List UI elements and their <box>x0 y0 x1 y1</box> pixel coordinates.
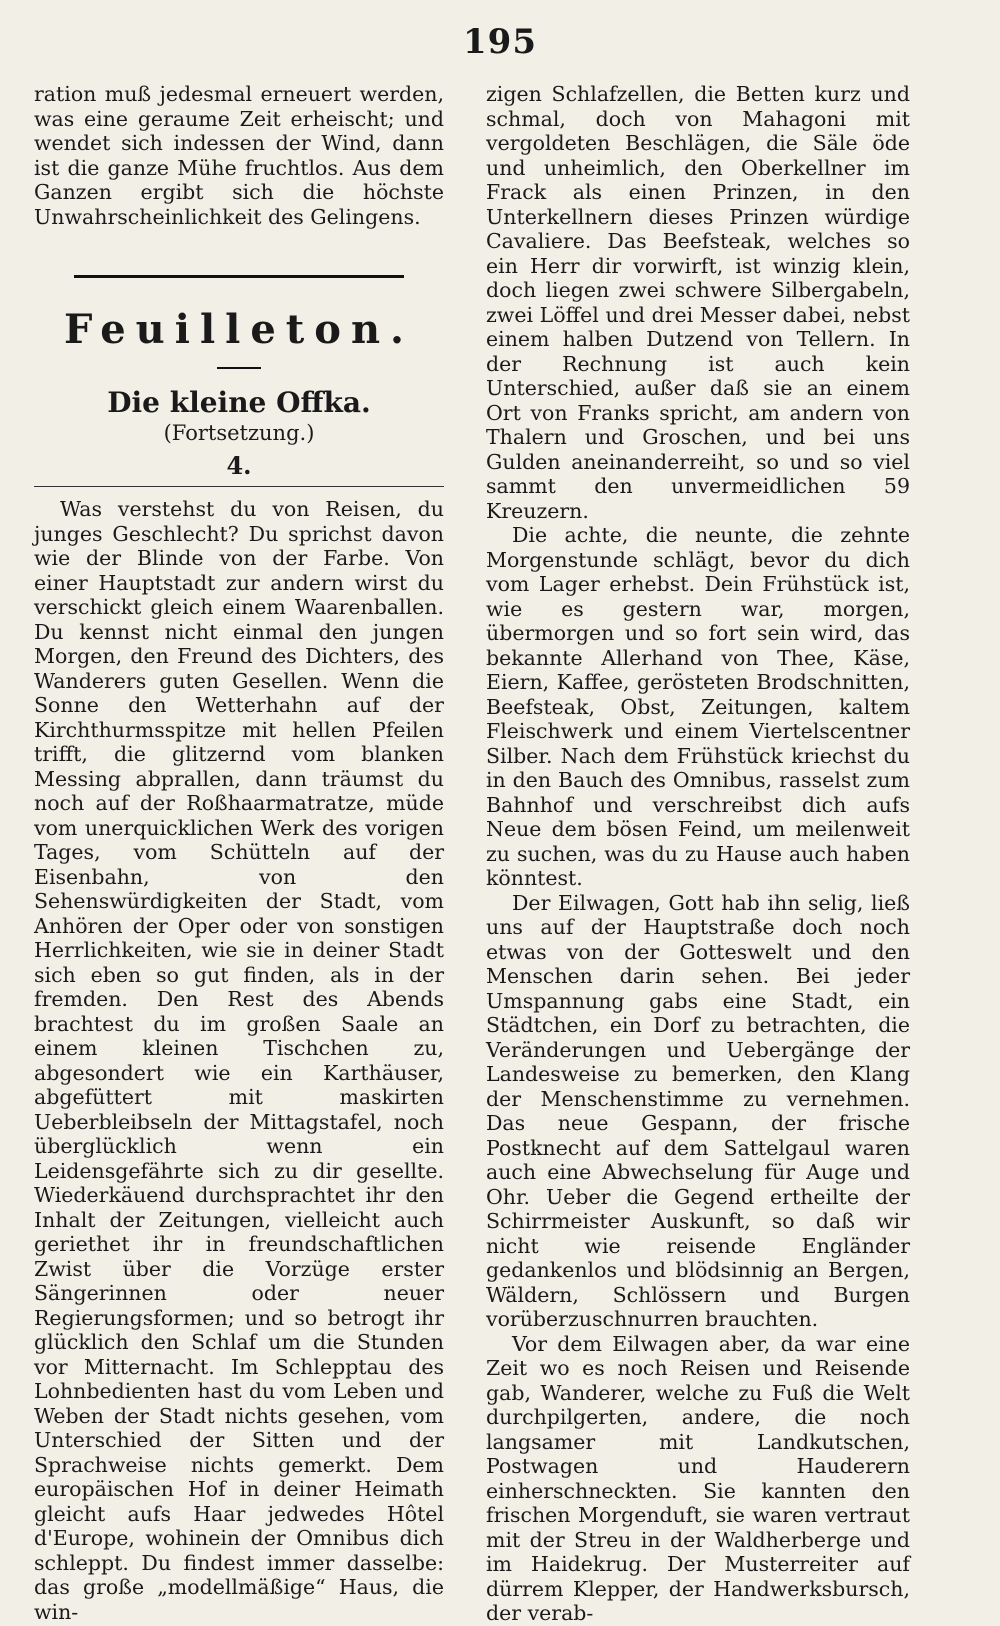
intro-paragraph: ration muß jedesmal erneuert werden, was eine geraume Zeit erheischt; und wendet sich indessen der Wind, dann ist die ganze Mühe fruchtlos. Aus dem Ganzen ergibt sich die höchste Unwahrscheinlichkeit des Gelingens. <box>34 82 444 229</box>
right-column <box>486 82 910 1626</box>
article-paragraph: Der Eilwagen, Gott hab ihn selig, ließ uns auf der Hauptstraße doch noch etwas von der Gotteswelt und den Menschen darin sehen. Bei jeder Umspannung gabs eine Stadt, ein Städtchen, ein Dorf zu betrachten, die Veränderungen und Uebergänge der Landesweise zu bemerken, den Klang der Menschenstimme zu vernehmen. Das neue Gespann, der frische Postknecht auf dem Sattelgaul waren auch eine Abwechselung für Auge und Ohr. Ueber die Gegend ertheilte der Schirrmeister Auskunft, so daß wir nicht wie reisende Engländer gedankenlos und blödsinnig an Bergen, Wäldern, Schlössern und Burgen vorüberzuschnurren brauchten. <box>486 890 910 1331</box>
left-column <box>34 82 444 1624</box>
article-paragraph: zigen Schlafzellen, die Betten kurz und schmal, doch von Mahagoni mit vergoldeten Beschlägen, die Säle öde und unheimlich, den Oberkellner im Frack als einen Prinzen, in den Unterkellnern dieses Prinzen würdige Cavaliere. Das Beefsteak, welches so ein Herr dir vorwirft, ist winzig klein, doch liegen zwei schwere Silbergabeln, zwei Löffel und drei Messer dabei, nebst einem halben Dutzend von Tellern. In der Rechnung ist auch kein Unterschied, außer daß sie an einem Ort von Franks spricht, am andern von Thalern und Groschen, und bei uns Gulden aneinanderreiht, so und so viel sammt den unvermeidlichen 59 Kreuzern. <box>486 82 910 523</box>
article-paragraph: Die achte, die neunte, die zehnte Morgenstunde schlägt, bevor du dich vom Lager erhebst. Dein Frühstück ist, wie es gestern war, morgen, übermorgen und so fort sein wird, das bekannte Allerhand von Thee, Käse, Eiern, Kaffee, gerösteten Brodschnitten, Beefsteak, Obst, Zeitungen, kaltem Fleischwerk und einem Viertelscentner Silber. Nach dem Frühstück kriechst du in den Bauch des Omnibus, rasselst zum Bahnhof und verschreibst dich aufs Neue dem bösen Feind, um meilenweit zu suchen, was du zu Hause auch haben könntest. <box>486 523 910 890</box>
article-paragraph: Vor dem Eilwagen aber, da war eine Zeit wo es noch Reisen und Reisende gab, Wanderer, welche zu Fuß die Welt durchpilgerten, andere, die noch langsamer mit Landkutschen, Postwagen und Hauderern einherschneckten. Sie kannten den frischen Morgenduft, sie waren vertraut mit der Streu in der Waldherberge und im Haidekrug. Der Musterreiter auf dürrem Klepper, der Handwerksbursch, der verab- <box>486 1331 910 1625</box>
article-title: Die kleine Offka. <box>107 385 371 419</box>
article-paragraph: Was verstehst du von Reisen, du junges Geschlecht? Du sprichst davon wie der Blinde von der Farbe. Von einer Hauptstadt zur andern wirst du verschickt gleich einem Waarenballen. Du kennst nicht einmal den jungen Morgen, den Freund des Dichters, des Wanderers guten Gesellen. Wenn die Sonne den Wetterhahn auf der Kirchthurmsspitze mit hellen Pfeilen trifft, die glitzernd vom blanken Messing abprallen, dann träumst du noch auf der Roßhaarmatratze, müde vom unerquicklichen Werk des vorigen Tages, vom Schütteln auf der Eisenbahn, von den Sehenswürdigkeiten der Stadt, vom Anhören der Oper oder von sonstigen Herrlichkeiten, wie sie in deiner Stadt sich eben so gut finden, als in der fremden. Den Rest des Abends brachtest du im großen Saale an einem kleinen Tischchen zu, abgesondert wie ein Karthäuser, abgefüttert mit maskirten Ueberbleibseln der Mittagstafel, noch überglücklich wenn ein Leidensgefährte sich zu dir gesellte. Wiederkäuend durchsprachtet ihr den Inhalt der Zeitungen, vielleicht auch geriethet ihr in freundschaftlichen Zwist über die Vorzüge erster Sängerinnen oder neuer Regierungsformen; und so betrogt ihr glücklich den Schlaf um die Stunden vor Mitternacht. Im Schlepptau des Lohnbedienten hast du vom Leben und Weben der Stadt nichts gesehen, vom Unterschied der Sitten und der Sprachweise nichts gemerkt. Dem europäischen Hof in deiner Heimath gleicht aufs Haar jedwedes Hôtel d'Europe, wohinein der Omnibus dich schleppt. Du findest immer dasselbe: das große „modellmäßige“ Haus, die win- <box>34 497 444 1624</box>
section-divider <box>74 275 404 278</box>
chapter-number: 4. <box>226 450 252 480</box>
chapter-divider <box>34 486 444 487</box>
article-subtitle: (Fortsetzung.) <box>163 421 315 445</box>
heading-divider <box>217 367 261 369</box>
section-heading: Feuilleton. <box>64 306 414 353</box>
page-number: 195 <box>463 22 537 62</box>
